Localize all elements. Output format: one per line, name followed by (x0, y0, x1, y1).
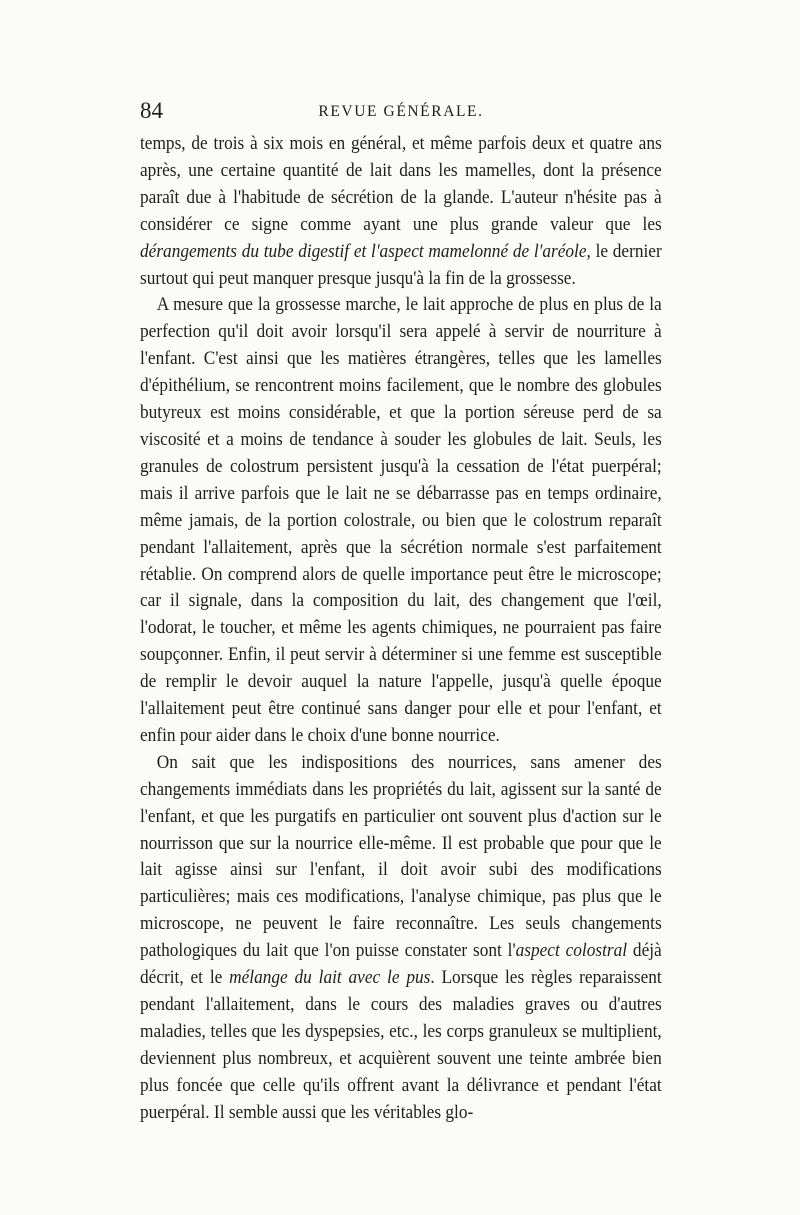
text-run: , le dernier surtout qui peut manquer presque jusqu'à la fin de la grossesse. (140, 240, 662, 289)
text-run: . Lorsque les règles reparaissent pendant l'allaitement, dans le cours des maladies graves ou d'autres maladies, telles que les dyspepsies, etc., les corps granuleux se multiplient, deviennent plus nombreux, et acquièrent souvent une teinte ambrée bien plus foncée que celle qu'ils offrent avant la délivrance et pendant l'état puerpéral. Il semble aussi que les véritables glo- (140, 967, 662, 1123)
text-run: temps, de trois à six mois en général, et même parfois deux et quatre ans après, une certaine quantité de lait dans les mamelles, dont la présence paraît due à l'habitude de sécrétion de la glande. L'auteur n'hésite pas à considérer ce signe comme ayant une plus grande valeur que les (140, 133, 662, 235)
text-run: On sait que les indispositions des nourrices, sans amener des changements immédiats dans les propriétés du lait, agissent sur la santé de l'enfant, et que les purgatifs en particulier ont souvent plus d'action sur le nourrisson que sur la nourrice elle-même. Il est probable que pour que le lait agisse ainsi sur l'enfant, il doit avoir subi des modifications particulières; mais ces modifications, l'analyse chimique, pas plus que le microscope, ne peuvent le faire reconnaître. Les seuls changements pathologiques du lait que l'on puisse constater sont l' (140, 751, 662, 962)
page-number: 84 (140, 98, 163, 123)
running-title: REVUE GÉNÉRALE. (318, 103, 484, 120)
text-run: A mesure que la grossesse marche, le lait approche de plus en plus de la perfection qu'il doit avoir lorsqu'il sera appelé à servir de nourriture à l'enfant. C'est ainsi que les matières étrangères, telles que les lamelles d'épithélium, se rencontrent moins facilement, que le nombre des globules butyreux est moins considérable, et que la portion séreuse perd de sa viscosité et a moins de tendance à souder les globules de lait. Seuls, les granules de colostrum persistent jusqu'à la cessation de l'état puerpéral; mais il arrive parfois que le lait ne se débarrasse pas en temps ordinaire, même jamais, de la portion colostrale, ou bien que le colostrum reparaît pendant l'allaitement, après que la sécrétion normale s'est parfaitement rétablie. On comprend alors de quelle importance peut être le microscope; car il signale, dans la composition du lait, des changement que l'œil, l'odorat, le toucher, et même les agents chimiques, ne pourraient pas faire soupçonner. Enfin, il peut servir à déterminer si une femme est susceptible de remplir le devoir auquel la nature l'appelle, jusqu'à quelle époque l'allaitement peut être continué sans danger pour elle et pour l'enfant, et enfin pour aider dans le choix d'une bonne nourrice. (140, 294, 662, 746)
paragraph-1 (140, 131, 662, 292)
text-run: déjà décrit, et le (140, 940, 662, 989)
italic-run: aspect colostral (515, 940, 628, 962)
page-header (140, 96, 662, 126)
italic-run: mélange du lait avec le pus (229, 967, 431, 989)
paragraph-2 (140, 292, 662, 749)
italic-run: dérangements du tube digestif et l'aspect mamelonné de l'aréole (140, 240, 587, 262)
body-text (140, 131, 662, 1127)
paragraph-3 (140, 750, 662, 1127)
